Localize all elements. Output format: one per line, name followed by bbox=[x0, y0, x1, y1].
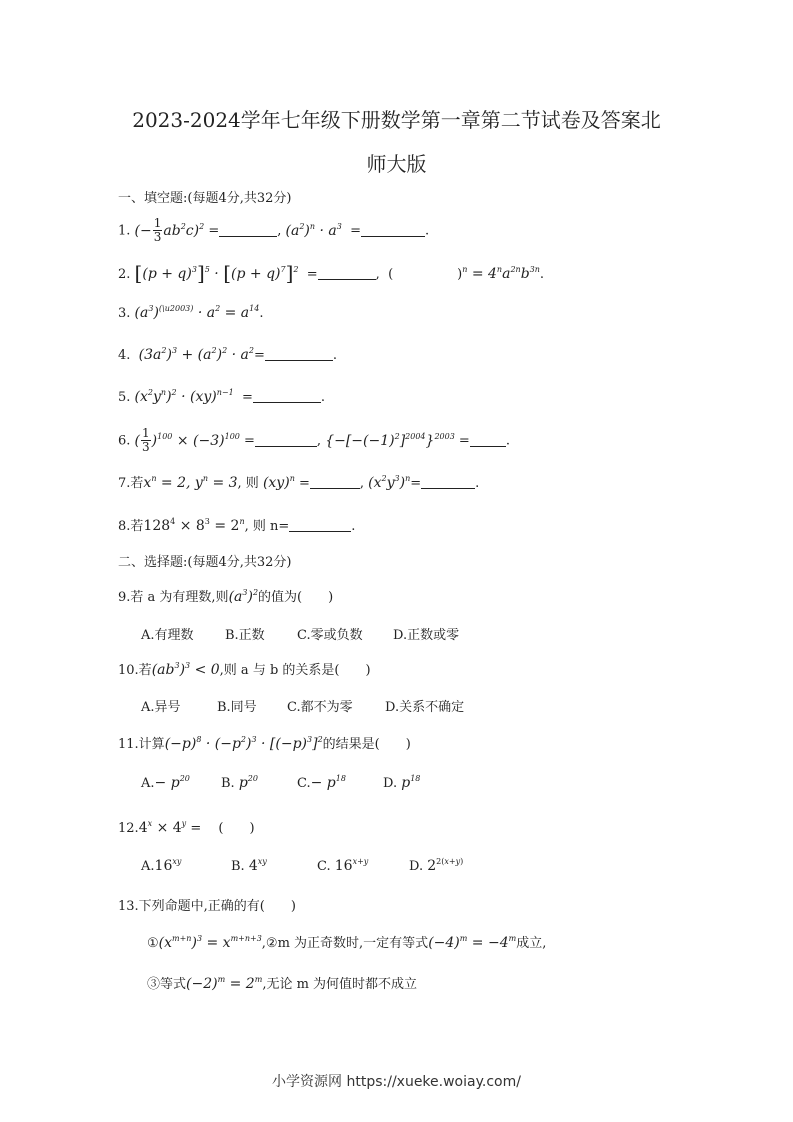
question-8-prefix: 若 bbox=[130, 519, 144, 534]
option-a[interactable]: $A.16^{xy}$ bbox=[141, 857, 182, 874]
question-3: 3. $(a^3)^{(\backslash u2003)} \cdot a^2 = a^{14}$. bbox=[118, 304, 264, 321]
question-13-statements-1-2: $①(x^{m+n})^3$ = $x^{m+n+3},②m$ 为正奇数时,一定有等式$(-4)^m = -4^m$成立, bbox=[147, 934, 547, 951]
question-11: 11.计算$(-p)^8 \cdot (-p^2)^3 \cdot [(-p)^3]^2$的结果是( ) bbox=[118, 735, 411, 752]
question-11-options bbox=[141, 775, 420, 791]
question-8: 8.若$128^4 \times 8^3 = 2^n$, 则 n= . bbox=[118, 517, 356, 534]
option-d[interactable]: D.关系不确定 bbox=[385, 700, 465, 715]
option-c[interactable]: C.零或负数 bbox=[297, 628, 363, 643]
option-c[interactable]: $C.- p^{18}$ bbox=[297, 774, 346, 791]
option-d[interactable]: D.正数或零 bbox=[393, 628, 460, 643]
section-choice-heading: 二、选择题:(每题4分,共32分) bbox=[118, 555, 292, 570]
section-fill-in-heading: 一、填空题:(每题4分,共32分) bbox=[118, 191, 292, 206]
question-number: 6. bbox=[118, 433, 131, 449]
question-11-text: 11.计算 bbox=[118, 737, 165, 752]
option-b[interactable]: B. $p^{20}$ bbox=[221, 774, 258, 791]
question-number: 5. bbox=[118, 390, 131, 405]
question-13-statement-3: ③等式$(-2)^m = 2^m$,无论 m 为何值时都不成立 bbox=[147, 975, 418, 992]
question-12: $12.4^x \times 4^y$ = ( ) bbox=[118, 819, 255, 836]
question-number: 1. bbox=[118, 223, 131, 239]
option-a[interactable]: A.异号 bbox=[141, 700, 181, 715]
footer-watermark: 小学资源网 https://xueke.woiay.com/ bbox=[272, 1074, 521, 1090]
question-12-text: 12. bbox=[118, 821, 139, 836]
question-9-tail: 的值为( ) bbox=[258, 590, 334, 605]
option-d[interactable]: D. $2^{2(x+y)}$ bbox=[409, 857, 464, 874]
question-10: 10.若$(ab^3)^3 < 0$,则 a 与 b 的关系是( ) bbox=[118, 661, 371, 678]
question-number: 3. bbox=[118, 306, 131, 321]
question-5: 5. $(x^2y^n)^2 \cdot (xy)^{n-1}$ = . bbox=[118, 388, 325, 405]
question-number: 4. bbox=[118, 348, 131, 363]
question-number: 7. bbox=[118, 476, 131, 491]
document-title-line1: 2023-2024学年七年级下册数学第一章第二节试卷及答案北 bbox=[132, 108, 661, 132]
question-7: 7.若$x^n = 2$, $y^n = 3$, 则 (xy)$^n$ = , $(x^2y^3)^n=$ . bbox=[118, 474, 480, 491]
question-10-tail: ,则 a 与 b 的关系是( ) bbox=[219, 663, 371, 678]
question-11-tail: 的结果是( ) bbox=[322, 737, 411, 752]
option-c[interactable]: C. $16^{x+y}$ bbox=[317, 857, 369, 874]
question-10-options bbox=[141, 696, 464, 715]
question-7-mid: , 则 bbox=[237, 476, 259, 491]
option-d[interactable]: D. $p^{18}$ bbox=[383, 774, 421, 791]
question-12-options bbox=[141, 858, 463, 874]
question-8-mid: , 则 n= bbox=[244, 519, 290, 534]
question-9-options bbox=[141, 624, 459, 643]
option-b[interactable]: B.正数 bbox=[225, 628, 265, 643]
document-title-line2: 师大版 bbox=[366, 152, 427, 176]
question-9-text: 9.若 a 为有理数,则 bbox=[118, 590, 229, 605]
question-number: 8. bbox=[118, 519, 131, 534]
question-4: 4. $(3a^2)^3 + (a^2)^2 \cdot a^2=$ . bbox=[118, 346, 337, 363]
question-number: 2. bbox=[118, 267, 131, 282]
question-6: 6. ( $\frac{1}{3}$ )$^{100} \times (-3)^{100}$ = , $\{-[-(-1)^2]^{2004}\}^{2003}$ = . bbox=[118, 426, 510, 454]
question-9: 9.若 a 为有理数,则$(a^3)^2$的值为( ) bbox=[118, 588, 334, 605]
question-7-prefix: 若 bbox=[130, 476, 144, 491]
option-a[interactable]: $A.- p^{20}$ bbox=[141, 774, 190, 791]
question-13: 13.下列命题中,正确的有( ) bbox=[118, 899, 296, 914]
option-c[interactable]: C.都不为零 bbox=[287, 700, 353, 715]
option-b[interactable]: B. $4^{xy}$ bbox=[231, 857, 267, 874]
question-1: 1. (− $\frac{1}{3}$ $ab^2c)^2$ = , $(a^2)^n \cdot a^3$ = . bbox=[118, 216, 430, 244]
option-b[interactable]: B.同号 bbox=[217, 700, 257, 715]
question-2: 2. $[(p + q)^3]^5 \cdot [(p + q)^7]^2$ = , ( )$^n = 4^na^{2n}b^{3n}$. bbox=[118, 261, 545, 285]
option-a[interactable]: A.有理数 bbox=[141, 628, 194, 643]
question-12-tail: = ( ) bbox=[190, 821, 255, 836]
question-10-text: 10.若 bbox=[118, 663, 152, 678]
